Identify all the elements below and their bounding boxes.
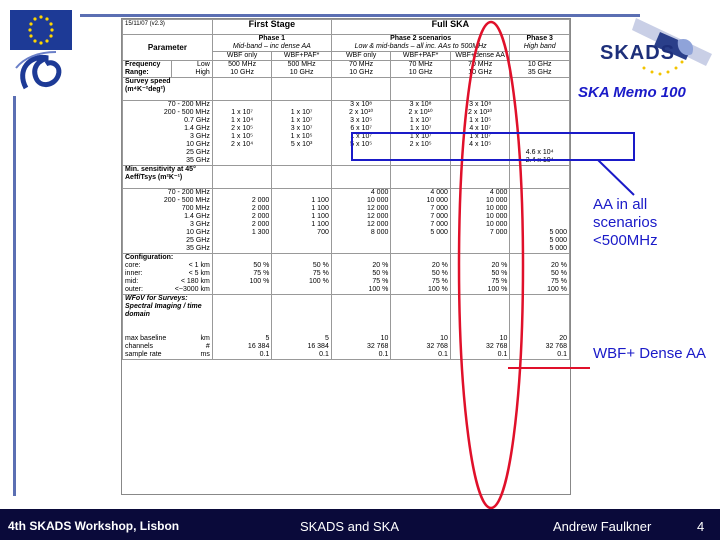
ms-value: 2 000: [251, 197, 270, 204]
ss-value: 1 x 10⁷: [290, 117, 313, 124]
survey-speed-label: Survey speed (m⁴K⁻²deg²): [123, 78, 213, 101]
ss-value: 2 x 10¹⁰: [408, 109, 433, 116]
ss-value: 2 x 10¹⁰: [468, 109, 493, 116]
ms-value: 12 000: [366, 205, 389, 212]
freq-cell: 10 GHz: [349, 69, 373, 76]
first-stage-header: First Stage: [212, 20, 331, 35]
freq-cell: 70 MHz: [408, 61, 433, 68]
min-sensitivity-label: Min. sensitivity at 45° Aeff/Tsys (m²K⁻¹): [123, 166, 213, 189]
wfov-value: 10: [380, 335, 389, 342]
cfg-value: 50 %: [253, 262, 270, 269]
ss-value: 3 x 10⁸: [409, 101, 432, 108]
ss-value: 1 x 10⁵: [290, 133, 313, 140]
col-head: WBF only: [212, 52, 272, 61]
freq-cell: 10 GHz: [289, 69, 314, 76]
skads-logo-text: SKADS: [600, 42, 676, 64]
wfov-value: 32 768: [545, 343, 567, 350]
cfg-value: 75 %: [312, 270, 329, 277]
ms-value: 1 100: [311, 221, 329, 228]
ms-value: 12 000: [366, 221, 389, 228]
cfg-distance: < 180 km: [180, 278, 210, 285]
band-label: 10 GHz: [186, 141, 210, 148]
cfg-value: 75 %: [253, 270, 270, 277]
cfg-value: 100 %: [547, 286, 567, 293]
col-head: WBF+PAF*: [272, 52, 332, 61]
ss-value: 2 x 10¹⁰: [349, 109, 374, 116]
ms-value: 12 000: [366, 213, 389, 220]
cfg-value: 20 %: [372, 262, 389, 269]
ms-value: 5 000: [549, 245, 567, 252]
ms-value: 10 000: [485, 197, 508, 204]
freq-cell: 500 MHz: [228, 61, 257, 68]
configuration-label: Configuration:: [125, 254, 174, 261]
ms-value: 5 000: [549, 237, 567, 244]
ms-value: 2 000: [251, 213, 270, 220]
cfg-value: 50 %: [431, 270, 448, 277]
ms-value: 7 000: [430, 213, 448, 220]
wfov-unit: #: [205, 343, 210, 350]
cfg-name: outer:: [125, 286, 143, 293]
ss-value: 3 x 10⁷: [290, 125, 313, 132]
freq-cell: 10 GHz: [408, 69, 433, 76]
wfov-value: 0.1: [259, 351, 270, 358]
cfg-value: 50 %: [372, 270, 389, 277]
wfov-value: 32 768: [485, 343, 508, 350]
cfg-distance: <~3000 km: [174, 286, 210, 293]
ms-value: 2 000: [251, 221, 270, 228]
ms-value: 1 300: [251, 229, 270, 236]
ms-value: 4 000: [489, 189, 508, 196]
phase2-subheader: Low & mid-bands – all inc. AAs to 500MHz: [354, 43, 487, 50]
ms-value: 8 000: [370, 229, 389, 236]
cfg-value: 75 %: [372, 278, 389, 285]
ss-value: 1 x 10⁵: [469, 117, 492, 124]
ss-value: 2 x 10⁴: [231, 141, 254, 148]
ss-value: 1 x 10⁷: [409, 125, 432, 132]
cfg-value: 100 %: [249, 278, 270, 285]
wfov-value: 16 384: [247, 343, 270, 350]
freq-cell: 70 MHz: [468, 61, 493, 68]
footer-event: 4th SKADS Workshop, Lisbon: [8, 519, 180, 533]
ms-value: 7 000: [430, 205, 448, 212]
band-label: 70 - 200 MHz: [167, 101, 210, 108]
wfov-value: 20: [559, 335, 567, 342]
ss-value: 1 x 10⁵: [231, 133, 254, 140]
wfov-value: 0.1: [497, 351, 508, 358]
wbf-note: WBF+ Dense AA: [593, 345, 706, 362]
ss-value: 5 x 10⁵: [350, 141, 373, 148]
wfov-value: 10: [440, 335, 448, 342]
wfov-unit: ms: [200, 351, 210, 358]
ms-value: 1 100: [311, 197, 329, 204]
phase3-subheader: High band: [523, 43, 556, 50]
band-label: 1.4 GHz: [184, 125, 210, 132]
wfov-value: 0.1: [557, 351, 567, 358]
footer-title: SKADS and SKA: [300, 519, 399, 534]
band-label: 200 - 500 MHz: [163, 109, 210, 116]
memo-title: SKA Memo 100: [578, 84, 686, 101]
band-label: 3 GHz: [189, 221, 210, 228]
parameter-header: Parameter: [123, 35, 213, 61]
table-date: 15/11/07 (v2.3): [123, 20, 213, 35]
wfov-value: 5: [324, 335, 329, 342]
ss-value: 6 x 10⁷: [350, 125, 372, 132]
ss-value: 1 x 10⁷: [409, 133, 432, 140]
ms-value: 10 000: [485, 205, 508, 212]
ms-value: 10 000: [485, 213, 508, 220]
freq-cell: 500 MHz: [287, 61, 316, 68]
wfov-value: 5: [265, 335, 270, 342]
ms-value: 1 100: [311, 205, 329, 212]
cfg-value: 75 %: [551, 278, 567, 285]
col-head: WBF+PAF*: [391, 52, 451, 61]
ss-value: 1 x 10⁷: [231, 109, 253, 116]
ms-value: 10 000: [485, 221, 508, 228]
freq-low-label: Low: [196, 61, 210, 68]
ss-value: 2.4 x 10⁴: [525, 157, 554, 164]
wfov-value: 32 768: [366, 343, 389, 350]
wfov-value: 32 768: [426, 343, 448, 350]
phase1-header: Phase 1: [258, 35, 286, 42]
freq-cell: 10 GHz: [230, 69, 254, 76]
ms-value: 7 000: [489, 229, 508, 236]
ms-value: 7 000: [430, 221, 448, 228]
cfg-value: 50 %: [551, 270, 567, 277]
cfg-value: 100 %: [309, 278, 329, 285]
band-label: 35 GHz: [186, 245, 210, 252]
freq-cell: 70 MHz: [349, 61, 374, 68]
ss-value: 1 x 10⁷: [409, 117, 432, 124]
band-label: 1.4 GHz: [184, 213, 210, 220]
footer-author: Andrew Faulkner: [553, 519, 652, 534]
cfg-value: 50 %: [312, 262, 329, 269]
col-head: WBF only: [331, 52, 391, 61]
band-label: 25 GHz: [186, 237, 210, 244]
ss-value: 4 x 10⁵: [469, 141, 492, 148]
wfov-name: max baseline: [125, 335, 167, 342]
band-label: 0.7 GHz: [184, 117, 210, 124]
ss-value: 2 x 10⁵: [231, 125, 254, 132]
full-ska-header: Full SKA: [331, 20, 569, 35]
ss-value: 1 x 10⁴: [231, 117, 254, 124]
band-label: 3 GHz: [189, 133, 210, 140]
wfov-value: 10: [499, 335, 508, 342]
band-label: 10 GHz: [186, 229, 210, 236]
band-label: 70 - 200 MHz: [167, 189, 210, 196]
ms-value: 5 000: [549, 229, 567, 236]
frequency-label: Frequency Range:: [123, 61, 172, 78]
ss-value: 2 x 10⁵: [409, 141, 432, 148]
ms-value: 700: [317, 229, 329, 236]
ms-value: 4 000: [430, 189, 448, 196]
ms-value: 2 000: [251, 205, 270, 212]
aa-note: AA in all scenarios <500MHz: [593, 196, 658, 249]
highlight-box: [352, 133, 634, 160]
ms-value: 10 000: [366, 197, 389, 204]
wfov-label: WFoV for Surveys: Spectral Imaging / time domain: [125, 295, 202, 318]
wfov-value: 0.1: [319, 351, 329, 358]
cfg-name: inner:: [125, 270, 143, 277]
footer-page-number: 4: [697, 519, 705, 534]
ss-value: 3 x 10⁵: [350, 117, 373, 124]
wfov-unit: km: [200, 335, 210, 342]
ss-value: 1 x 10⁷: [469, 133, 491, 140]
ss-value: 4.6 x 10⁴: [525, 149, 554, 156]
cfg-value: 100 %: [487, 286, 508, 293]
wfov-name: channels: [125, 343, 154, 350]
ms-value: 5 000: [430, 229, 448, 236]
cfg-value: 100 %: [368, 286, 389, 293]
ms-value: 10 000: [426, 197, 448, 204]
cfg-value: 100 %: [428, 286, 448, 293]
ss-value: 3 x 10⁸: [469, 101, 492, 108]
wfov-value: 0.1: [378, 351, 389, 358]
wfov-value: 0.1: [438, 351, 448, 358]
freq-high-label: High: [195, 69, 210, 76]
ss-value: 1 x 10⁷: [350, 133, 372, 140]
cfg-distance: < 1 km: [188, 262, 210, 269]
cfg-value: 75 %: [491, 278, 508, 285]
highlight-ellipse: [459, 22, 523, 508]
ss-value: 4 x 10⁷: [469, 125, 491, 132]
freq-cell: 35 GHz: [527, 69, 552, 76]
cfg-distance: < 5 km: [188, 270, 210, 277]
phase1-subheader: Mid-band – inc dense AA: [232, 43, 311, 50]
band-label: 700 MHz: [181, 205, 210, 212]
col-head: WBF+dense AA: [450, 52, 510, 61]
ss-value: 3 x 10⁸: [350, 101, 373, 108]
wfov-value: 16 384: [307, 343, 329, 350]
cfg-name: core:: [125, 262, 141, 269]
cfg-name: mid:: [125, 278, 139, 285]
cfg-value: 50 %: [491, 270, 508, 277]
freq-cell: 10 GHz: [468, 69, 493, 76]
band-label: 25 GHz: [186, 149, 210, 156]
cfg-value: 20 %: [491, 262, 508, 269]
phase2-header: Phase 2 scenarios: [390, 35, 452, 42]
ss-value: 1 x 10⁷: [290, 109, 313, 116]
band-label: 200 - 500 MHz: [163, 197, 210, 204]
freq-cell: 10 GHz: [527, 61, 552, 68]
ss-value: 5 x 10³: [290, 141, 313, 148]
cfg-value: 20 %: [431, 262, 448, 269]
ms-value: 4 000: [370, 189, 389, 196]
band-label: 35 GHz: [186, 157, 210, 164]
phase3-header: Phase 3: [526, 35, 553, 42]
callout-line-aa: [598, 160, 634, 195]
wfov-name: sample rate: [125, 351, 162, 358]
cfg-value: 75 %: [431, 278, 448, 285]
cfg-value: 20 %: [551, 262, 567, 269]
ms-value: 1 100: [311, 213, 329, 220]
